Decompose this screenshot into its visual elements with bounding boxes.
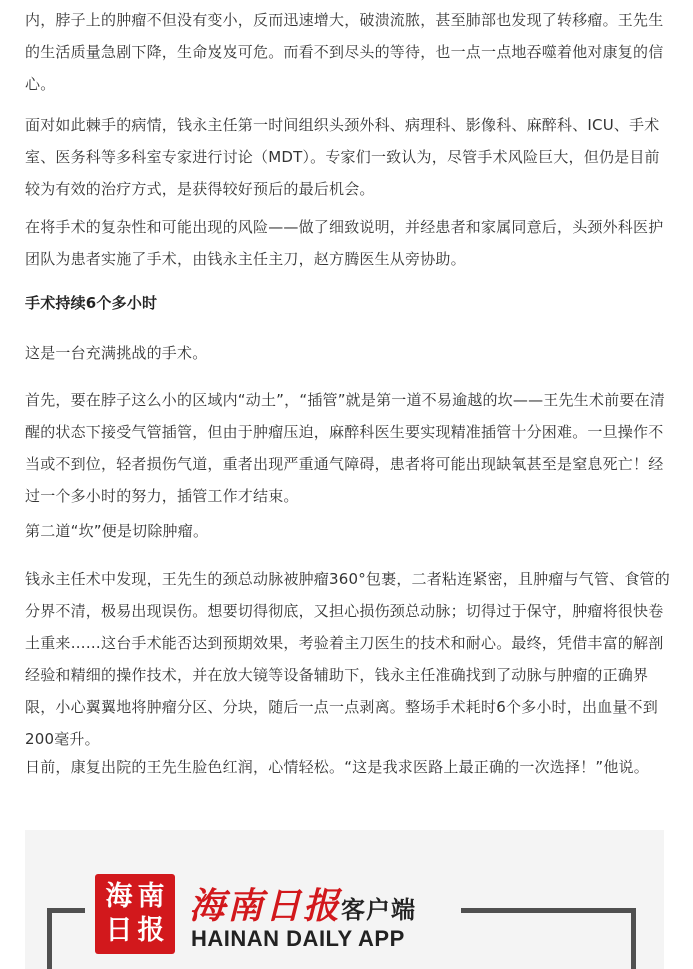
logo-char: 报 [137,915,165,946]
paragraph: 日前，康复出院的王先生脸色红润，心情轻松。“这是我求医路上最正确的一次选择！”他说。 [25,758,649,776]
frame-line-left [47,908,85,913]
frame-line-right [461,908,636,913]
logo-char: 南 [137,881,165,912]
brand-title [189,878,416,929]
logo-char: 日 [105,915,133,946]
paragraph: 内，脖子上的肿瘤不但没有变小，反而迅速增大，破溃流脓，甚至肺部也发现了转移瘤。王先生的生活质量急剧下降，生命岌岌可危。而看不到尽头的等待，也一点一点地吞噬着他对康复的信心。 [25,11,664,93]
brand-suffix: 客户端 [341,895,417,924]
paragraph: 钱永主任术中发现，王先生的颈总动脉被肿瘤360°包裹，二者粘连紧密，且肿瘤与气管、食管的分界不清，极易出现误伤。想要切得彻底，又担心损伤颈总动脉；切得过于保守，肿瘤将很快卷土重来……这台手术能否达到预期效果，考验着主刀医生的技术和耐心。最终，凭借丰富的解剖经验和精细的操作技术，并在放大镜等设备辅助下，钱永主任准确找到了动脉与肿瘤的正确界限，小心翼翼地将肿瘤分区、分块，随后一点一点剥离。整场手术耗时6个多小时，出血量不到200毫升。 [25,570,670,748]
frame-line-left-vertical [47,908,52,969]
paragraph: 这是一台充满挑战的手术。 [25,344,208,362]
paragraph: 第二道“坎”便是切除肿瘤。 [25,522,209,540]
paragraph: 首先，要在脖子这么小的区域内“动土”，“插管”就是第一道不易逾越的坎——王先生术前要在清醒的状态下接受气管插管，但由于肿瘤压迫，麻醉科医生要实现精准插管十分困难。一旦操作不当或不到位，轻者损伤气道，重者出现严重通气障碍，患者将可能出现缺氧甚至是窒息死亡！经过一个多小时的努力，插管工作才结束。 [25,391,665,505]
brand-english: HAINAN DAILY APP [191,926,405,951]
brand-name: 海南日报 [189,885,342,927]
hainan-daily-logo [95,874,175,954]
frame-line-right-vertical [631,908,636,969]
paragraph: 在将手术的复杂性和可能出现的风险——做了细致说明，并经患者和家属同意后，头颈外科医护团队为患者实施了手术，由钱永主任主刀，赵方腾医生从旁协助。 [25,218,664,268]
section-heading: 手术持续6个多小时 [25,294,158,312]
app-promo-banner [25,830,664,969]
paragraph: 面对如此棘手的病情，钱永主任第一时间组织头颈外科、病理科、影像科、麻醉科、ICU、手术室、医务科等多科室专家进行讨论（MDT）。专家们一致认为，尽管手术风险巨大，但仍是目前较为有效的治疗方式，是获得较好预后的最后机会。 [25,116,660,198]
logo-char: 海 [105,881,133,912]
